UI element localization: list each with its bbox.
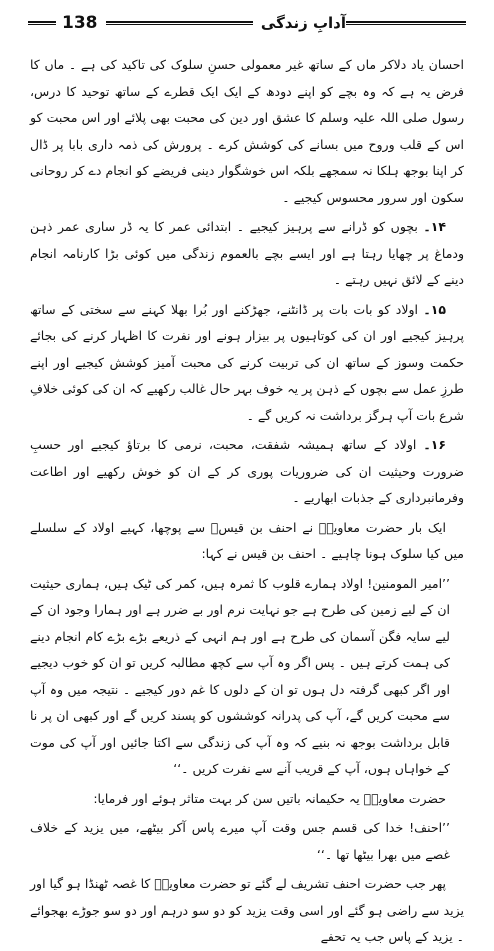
- numbered-paragraph: [30, 432, 464, 512]
- paragraph: [30, 871, 464, 951]
- paragraph-number: ۱۵۔: [423, 301, 446, 317]
- quote-text: ’’امیر المومنین! اولاد ہمارے قلوب کا ثمرہ ہیں، کمر کی ٹیک ہیں، ہماری حیثیت ان کے لیے زمین کی طرح ہے جو نہایت نرم اور بے ضرر ہے اور ہمارا وجود ان کے لیے سایہ فگن آسمان کی طرح ہے اور ہم انہی کے ذریعے بڑے بڑے کام انجام دینے کی ہمت کرتے ہیں ۔ پس اگر وہ آپ سے کچھ مطالبہ کریں تو ان کو خوب دیجیے اور اگر کبھی گرفتہ دل ہوں تو ان کے دلوں کا غم دور کیجیے ۔ نتیجہ میں وہ آپ سے محبت کریں گے، آپ کی پدرانہ کوششوں کو پسند کریں گے اور کبھی ان پر نا قابل برداشت بوجھ نہ بنیے کہ وہ آپ کی زندگی سے اکتا جائیں اور آپ کی موت کے خواہاں ہوں، آپ کے قریب آنے سے نفرت کریں ۔‘‘: [30, 575, 450, 776]
- paragraph: [30, 515, 464, 568]
- page-body: [30, 52, 464, 944]
- block-quote: [30, 815, 450, 868]
- numbered-paragraph: [30, 214, 464, 294]
- paragraph-number: ۱۴۔: [423, 219, 446, 234]
- paragraph: [30, 786, 464, 813]
- page-header: [28, 10, 466, 36]
- paragraph: [30, 52, 464, 211]
- paragraph-number: ۱۶۔: [423, 437, 446, 452]
- paragraph-text: پھر جب حضرت احنف تشریف لے گئے تو حضرت معاویہؓ کا غصہ ٹھنڈا ہو گیا اور یزید سے راضی ہو گئے اور اسی وقت یزید کو دو سو درہم اور دو سو جوڑے بھجوائے ۔ یزید کے پاس جب یہ تحفے: [30, 876, 464, 944]
- paragraph-text: ایک بار حضرت معاویہؓ نے احنف بن قیسؓ سے پوچھا، کہیے اولاد کے سلسلے میں کیا سلوک ہونا چاہیے ۔ احنف بن قیس نے کہا:: [30, 519, 464, 561]
- paragraph-text: حضرت معاویہؓ یہ حکیمانہ باتیں سن کر بہت متاثر ہوئے اور فرمایا:: [93, 790, 446, 806]
- header-rule-middle: [106, 21, 253, 25]
- paragraph-text: بچوں کو ڈرانے سے پرہیز کیجیے ۔ ابتدائی عمر کا یہ ڈر ساری عمر ذہن ودماغ پر چھایا رہتا ہے اور ایسے بچے بالعموم زندگی میں کوئی بڑا کارنامہ انجام دینے کے لائق نہیں رہتے ۔: [30, 219, 464, 287]
- running-title: آدابِ زندگی: [260, 14, 346, 32]
- quote-text: ’’احنف! خدا کی قسم جس وقت آپ میرے پاس آکر بیٹھے، میں یزید کے خلاف غصے میں بھرا بیٹھا تھا ۔‘‘: [30, 820, 450, 862]
- header-rule-left: [28, 21, 56, 25]
- paragraph-text: اولاد کے ساتھ ہمیشہ شفقت، محبت، نرمی کا برتاؤ کیجیے اور حسبِ ضرورت وحیثیت ان کی ضروریات پوری کر کے ان کو خوش رکھیے اور اطاعت وفرمانبرداری کے جذبات ابھاریے ۔: [30, 437, 464, 505]
- numbered-paragraph: [30, 297, 464, 430]
- paragraph-text: احسان یاد دلاکر ماں کے ساتھ غیر معمولی حسنِ سلوک کی تاکید کی ہے ۔ ماں کا فرض یہ ہے کہ وہ بچے کو اپنے دودھ کے ایک ایک قطرے کے ساتھ توحید کا درس، رسول صلی اللہ علیہ وسلم کا عشق اور دین کی محبت بھی پلائے اور اس محبت کو اس کے قلب وروح میں بسانے کی کوشش کرے ۔ پرورش کی ذمہ داری بابا پر ڈال کر اپنا بوجھ ہلکا نہ سمجھے بلکہ اس خوشگوار دینی فریضے کو انجام دے کر روحانی سکون اور سرور محسوس کیجیے ۔: [30, 57, 464, 205]
- block-quote: [30, 571, 450, 783]
- page-number: 138: [62, 13, 98, 33]
- paragraph-text: اولاد کو بات بات پر ڈانٹنے، جھڑکنے اور بُرا بھلا کہنے سے سختی کے ساتھ پرہیز کیجیے اور ان کی کوتاہیوں پر بیزار ہونے اور نفرت کا اظہار کرنے کی بجائے حکمت وسوز کے ساتھ ان کی تربیت کرنے کی محبت آمیز کوشش کیجیے اور اپنے طرزِ عمل سے بچوں کے ذہن پر یہ خوف بہر حال غالب رکھیے کہ ان کی کوئی خلافِ شرع بات آپ ہرگز برداشت نہ کریں گے ۔: [30, 301, 464, 423]
- header-rule-right: [346, 21, 466, 25]
